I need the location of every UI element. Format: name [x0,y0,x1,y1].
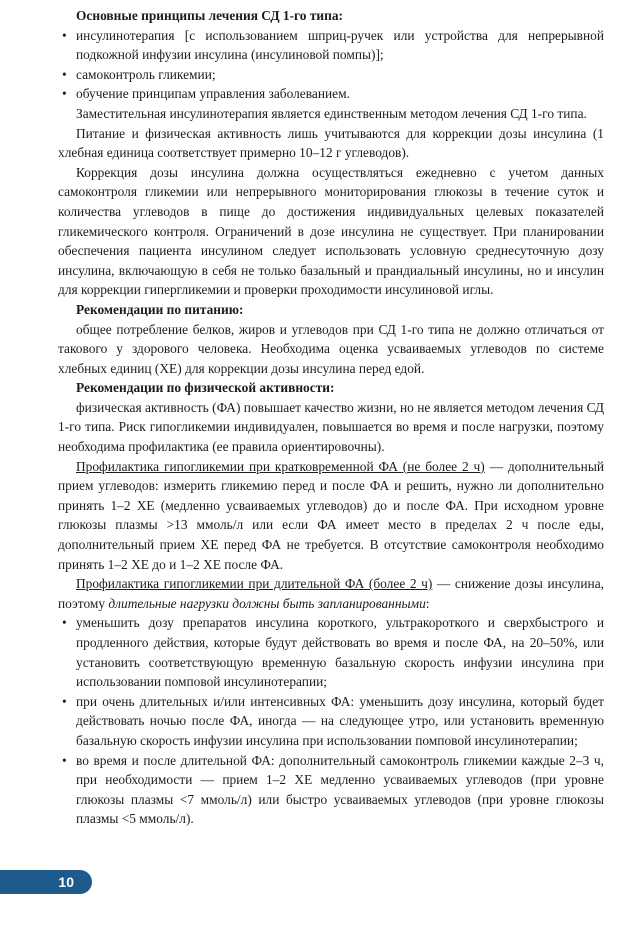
list-item: • самоконтроль гликемии; [58,65,604,85]
heading-activity: Рекомендации по физической активности: [76,380,335,396]
paragraph: физическая активность (ФА) повышает качество жизни, но не является методом лечения СД 1-го типа. Риск гипогликемии индивидуален, повышается во время и после нагрузки, поэтому необходима профилактика (ее правила ориентировочны). [58,399,604,455]
paragraph: Питание и физическая активность лишь учитываются для коррекции дозы инсулина (1 хлебная единица соответствует примерно 10–12 г углеводов). [58,125,604,161]
paragraph-short-activity [58,457,604,575]
long-activity-list [58,613,604,829]
paragraph: Коррекция дозы инсулина должна осуществляться ежедневно с учетом данных самоконтроля гликемии или непрерывного мониторирования глюкозы в течение суток и количества углеводов в пище до достижения индивидуальных целевых показателей гликемического контроля. Ограничений в дозе инсулина не существует. При планировании обеспечения пациента инсулином следует использовать условную среднесуточную дозу инсулина, включающую в себя не только базальный и прандиальный инсулины, но и инсулин для коррекции гипергликемии и проверки проходимости инсулиновой иглы. [58,164,604,298]
paragraph: Заместительная инсулинотерапия является единственным методом лечения СД 1-го типа. [76,105,587,121]
underlined-heading: Профилактика гипогликемии при длительной ФА (более 2 ч) [76,576,433,592]
page-number: 10 [0,870,92,894]
list-item: • уменьшить дозу препаратов инсулина короткого, ультракороткого и сверхбыстрого и продленного действия, которые будут действовать во время и после ФА, на 20–50%, или установить соответствующую временную базальную скорость инфузии инсулина при использовании помповой инсулинотерапии; [58,613,604,691]
list-item: • во время и после длительной ФА: дополнительный самоконтроль гликемии каждые 2–3 ч, при необходимости — прием 1–2 ХЕ медленно усваиваемых углеводов (при уровне глюкозы плазмы <7 ммоль/л) или быстро усваиваемых углеводов (при уровне глюкозы плазмы <5 ммоль/л). [58,751,604,829]
list-item: • инсулинотерапия [с использованием шприц-ручек или устройства для непрерывной подкожной инфузии инсулина (инсулиновой помпы)]; [58,26,604,65]
heading-nutrition: Рекомендации по питанию: [76,301,244,317]
paragraph: общее потребление белков, жиров и углеводов при СД 1-го типа не должно отличаться от такового у здорового человека. Необходима оценка усваиваемых углеводов по системе хлебных единиц (ХЕ) для коррекции дозы инсулина перед едой. [58,321,604,376]
page-content [58,6,604,829]
paragraph-text: : [425,595,430,611]
paragraph-text: — дополнительный прием углеводов: измерить гликемию перед и после ФА и решить, нужно ли дополнительно принять 1–2 ХЕ (медленно усваиваемых углеводов) до и после ФА. При исходном уровне глюкозы плазмы >13 ммоль/л или если ФА имеет место в пределах 2 ч после еды, дополнительный прием ХЕ перед ФА не требуется. В отсутствие самоконтроля необходимо принять 1–2 ХЕ до и 1–2 ХЕ после ФА. [58,458,604,572]
paragraph-long-activity [58,574,604,613]
heading-principles: Основные принципы лечения СД 1-го типа: [76,8,343,23]
paragraph-text: — снижение дозы инсулина, поэтому [58,576,604,611]
principles-list [58,26,604,104]
list-item: • при очень длительных и/или интенсивных ФА: уменьшить дозу инсулина, который будет действовать ночью после ФА, иногда — на следующее утро, или установить временную базальную скорость инфузии инсулина при использовании помповой инсулинотерапии; [58,692,604,751]
italic-text: длительные нагрузки должны быть запланированными [108,595,426,611]
underlined-heading: Профилактика гипогликемии при кратковременной ФА (не более 2 ч) [76,458,485,474]
list-item: • обучение принципам управления заболеванием. [58,84,604,104]
